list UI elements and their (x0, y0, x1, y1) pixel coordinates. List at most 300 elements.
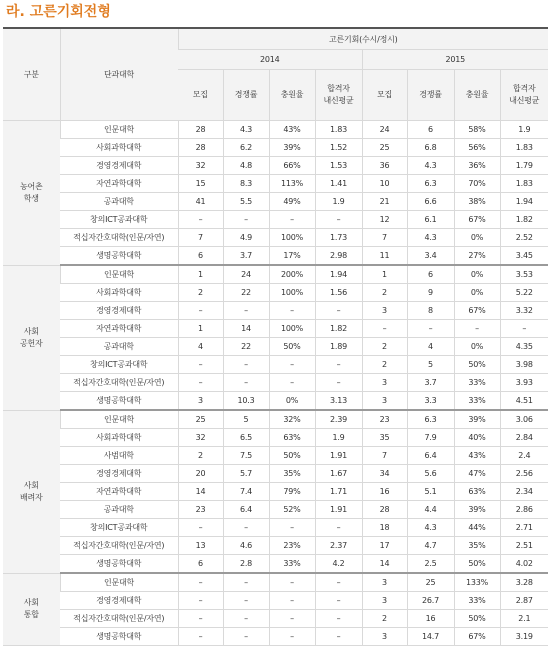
value-cell: – (315, 592, 362, 610)
value-cell: 58% (454, 121, 500, 139)
value-cell: 18 (362, 519, 407, 537)
header-dept: 단과대학 (60, 28, 178, 121)
value-cell: 41 (178, 193, 223, 211)
value-cell: – (269, 374, 315, 392)
value-cell: 4.51 (500, 392, 548, 411)
value-cell: 6.1 (407, 211, 454, 229)
value-cell: – (315, 374, 362, 392)
group-label (3, 265, 60, 410)
value-cell: 16 (407, 610, 454, 628)
value-cell: 10.3 (223, 392, 269, 411)
dept-cell: 인문대학 (60, 410, 178, 429)
header-metric-recruit: 모집 (362, 70, 407, 121)
value-cell: 0% (454, 284, 500, 302)
value-cell: 1.73 (315, 229, 362, 247)
value-cell: 0% (269, 392, 315, 411)
value-cell: 40% (454, 429, 500, 447)
value-cell: 33% (454, 392, 500, 411)
dept-cell: 생명공학대학 (60, 247, 178, 266)
value-cell: 3.32 (500, 302, 548, 320)
value-cell: 2.84 (500, 429, 548, 447)
value-cell: 5.7 (223, 465, 269, 483)
table-row (3, 501, 548, 519)
value-cell: 10 (362, 175, 407, 193)
group-label (3, 573, 60, 646)
value-cell: 100% (269, 229, 315, 247)
value-cell: 43% (454, 447, 500, 465)
dept-cell: 적십자간호대학(인문/자연) (60, 537, 178, 555)
value-cell: 6.8 (407, 139, 454, 157)
value-cell: 23 (362, 410, 407, 429)
value-cell: 9 (407, 284, 454, 302)
dept-cell: 창의ICT공과대학 (60, 211, 178, 229)
value-cell: 1.83 (315, 121, 362, 139)
header-metric-recruit: 모집 (178, 70, 223, 121)
value-cell: 6 (407, 265, 454, 284)
value-cell: 3 (362, 573, 407, 592)
value-cell: 4 (178, 338, 223, 356)
value-cell: 23 (178, 501, 223, 519)
value-cell: 3.28 (500, 573, 548, 592)
dept-cell: 적십자간호대학(인문/자연) (60, 374, 178, 392)
value-cell: 6.3 (407, 175, 454, 193)
value-cell: 25 (407, 573, 454, 592)
value-cell: 1.91 (315, 501, 362, 519)
value-cell: – (315, 211, 362, 229)
value-cell: 6 (178, 247, 223, 266)
value-cell: 2.51 (500, 537, 548, 555)
value-cell: 35% (454, 537, 500, 555)
value-cell: – (315, 628, 362, 646)
value-cell: 1.9 (315, 193, 362, 211)
value-cell: 23% (269, 537, 315, 555)
dept-cell: 사회과학대학 (60, 284, 178, 302)
header-metric-gpa-line2: 내신평균 (509, 96, 540, 105)
group-label-line: 농어촌 (19, 181, 43, 191)
value-cell: – (315, 573, 362, 592)
value-cell: 4.6 (223, 537, 269, 555)
value-cell: 7 (178, 229, 223, 247)
value-cell: 50% (269, 447, 315, 465)
value-cell: 113% (269, 175, 315, 193)
value-cell: 32% (269, 410, 315, 429)
value-cell: 3.93 (500, 374, 548, 392)
table-row (3, 193, 548, 211)
dept-cell: 창의ICT공과대학 (60, 356, 178, 374)
value-cell: 34 (362, 465, 407, 483)
value-cell: 3 (362, 374, 407, 392)
value-cell: 1 (178, 320, 223, 338)
value-cell: – (223, 519, 269, 537)
value-cell: – (269, 519, 315, 537)
value-cell: 4.9 (223, 229, 269, 247)
group-label-line: 공헌자 (19, 338, 43, 348)
table-row (3, 229, 548, 247)
table-row (3, 265, 548, 284)
table-row (3, 338, 548, 356)
value-cell: 2.86 (500, 501, 548, 519)
header-year-2015: 2015 (362, 50, 548, 70)
value-cell: – (269, 592, 315, 610)
value-cell: 6.4 (223, 501, 269, 519)
value-cell: – (178, 211, 223, 229)
value-cell: 22 (223, 284, 269, 302)
value-cell: 14.7 (407, 628, 454, 646)
header-metric-fill-rate: 충원율 (454, 70, 500, 121)
value-cell: 2 (178, 284, 223, 302)
value-cell: 32 (178, 429, 223, 447)
value-cell: – (315, 302, 362, 320)
value-cell: – (500, 320, 548, 338)
value-cell: – (315, 610, 362, 628)
value-cell: 8 (407, 302, 454, 320)
value-cell: – (178, 592, 223, 610)
table-row (3, 320, 548, 338)
value-cell: 3.7 (223, 247, 269, 266)
table-row (3, 392, 548, 411)
value-cell: 67% (454, 302, 500, 320)
value-cell: 100% (269, 284, 315, 302)
value-cell: 22 (223, 338, 269, 356)
table-row (3, 356, 548, 374)
value-cell: 1.79 (500, 157, 548, 175)
page-title: 라. 고른기회전형 (6, 4, 111, 20)
group-label-line: 사회 (23, 598, 39, 608)
value-cell: – (269, 628, 315, 646)
value-cell: 5.1 (407, 483, 454, 501)
value-cell: 5 (407, 356, 454, 374)
value-cell: – (269, 610, 315, 628)
value-cell: 1 (178, 265, 223, 284)
value-cell: 5.5 (223, 193, 269, 211)
value-cell: 1.91 (315, 447, 362, 465)
dept-cell: 사회과학대학 (60, 139, 178, 157)
group-label-line: 사회 (23, 480, 39, 490)
group-label-line: 배려자 (19, 492, 43, 502)
value-cell: 5.22 (500, 284, 548, 302)
value-cell: 2 (362, 338, 407, 356)
dept-cell: 인문대학 (60, 121, 178, 139)
value-cell: 17 (362, 537, 407, 555)
value-cell: 3.45 (500, 247, 548, 266)
value-cell: – (178, 374, 223, 392)
value-cell: 32 (178, 157, 223, 175)
value-cell: 4.02 (500, 555, 548, 574)
value-cell: 5 (223, 410, 269, 429)
value-cell: 3.7 (407, 374, 454, 392)
value-cell: – (223, 211, 269, 229)
value-cell: – (269, 211, 315, 229)
table-row (3, 628, 548, 646)
table-row (3, 374, 548, 392)
table-row (3, 555, 548, 574)
dept-cell: 공과대학 (60, 501, 178, 519)
value-cell: – (223, 592, 269, 610)
table-row (3, 610, 548, 628)
dept-cell: 자연과학대학 (60, 483, 178, 501)
table-row (3, 139, 548, 157)
value-cell: 1.89 (315, 338, 362, 356)
value-cell: 4.4 (407, 501, 454, 519)
value-cell: – (223, 628, 269, 646)
table-row (3, 447, 548, 465)
table-row (3, 247, 548, 266)
value-cell: 3 (362, 592, 407, 610)
value-cell: 1 (362, 265, 407, 284)
value-cell: 24 (223, 265, 269, 284)
value-cell: 66% (269, 157, 315, 175)
value-cell: 63% (454, 483, 500, 501)
dept-cell: 인문대학 (60, 573, 178, 592)
value-cell: 38% (454, 193, 500, 211)
value-cell: – (269, 573, 315, 592)
value-cell: – (269, 356, 315, 374)
table-row (3, 121, 548, 139)
value-cell: 4.3 (407, 157, 454, 175)
header-metric-gpa-line1: 합격자 (512, 84, 536, 93)
value-cell: 79% (269, 483, 315, 501)
value-cell: 36 (362, 157, 407, 175)
dept-cell: 생명공학대학 (60, 392, 178, 411)
value-cell: 13 (178, 537, 223, 555)
value-cell: 3 (362, 302, 407, 320)
value-cell: 100% (269, 320, 315, 338)
table-row (3, 429, 548, 447)
value-cell: 28 (362, 501, 407, 519)
value-cell: 28 (178, 121, 223, 139)
value-cell: 4 (407, 338, 454, 356)
value-cell: 0% (454, 265, 500, 284)
value-cell: 3.98 (500, 356, 548, 374)
value-cell: 36% (454, 157, 500, 175)
value-cell: 4.8 (223, 157, 269, 175)
header-metric-competition: 경쟁률 (407, 70, 454, 121)
value-cell: 1.52 (315, 139, 362, 157)
value-cell: 50% (269, 338, 315, 356)
header-metric-gpa (500, 70, 548, 121)
value-cell: 17% (269, 247, 315, 266)
group-label-line: 통합 (23, 610, 39, 620)
value-cell: 1.94 (315, 265, 362, 284)
value-cell: – (362, 320, 407, 338)
value-cell: 2.56 (500, 465, 548, 483)
value-cell: 4.35 (500, 338, 548, 356)
value-cell: 4.7 (407, 537, 454, 555)
value-cell: 33% (454, 592, 500, 610)
value-cell: 11 (362, 247, 407, 266)
value-cell: 6.4 (407, 447, 454, 465)
value-cell: 2.37 (315, 537, 362, 555)
value-cell: 0% (454, 229, 500, 247)
value-cell: 1.94 (500, 193, 548, 211)
value-cell: 24 (362, 121, 407, 139)
value-cell: 1.83 (500, 139, 548, 157)
header-year-2014: 2014 (178, 50, 362, 70)
value-cell: 20 (178, 465, 223, 483)
value-cell: – (223, 302, 269, 320)
value-cell: 1.41 (315, 175, 362, 193)
value-cell: 2.52 (500, 229, 548, 247)
value-cell: 3.4 (407, 247, 454, 266)
value-cell: 0% (454, 338, 500, 356)
group-label-line: 사회 (23, 326, 39, 336)
value-cell: 2.4 (500, 447, 548, 465)
value-cell: 1.67 (315, 465, 362, 483)
value-cell: 67% (454, 628, 500, 646)
group-label (3, 121, 60, 266)
header-super: 고른기회(수시/정시) (178, 28, 548, 50)
value-cell: 3.13 (315, 392, 362, 411)
value-cell: 1.83 (500, 175, 548, 193)
value-cell: 6.2 (223, 139, 269, 157)
dept-cell: 적십자간호대학(인문/자연) (60, 610, 178, 628)
dept-cell: 사범대학 (60, 447, 178, 465)
table-row (3, 465, 548, 483)
header-metric-competition: 경쟁률 (223, 70, 269, 121)
dept-cell: 생명공학대학 (60, 555, 178, 574)
value-cell: 2 (362, 356, 407, 374)
value-cell: 3.3 (407, 392, 454, 411)
value-cell: 15 (178, 175, 223, 193)
dept-cell: 경영경제대학 (60, 302, 178, 320)
value-cell: – (269, 302, 315, 320)
group-label-line: 학생 (23, 193, 39, 203)
value-cell: 14 (178, 483, 223, 501)
value-cell: 4.3 (223, 121, 269, 139)
value-cell: 28 (178, 139, 223, 157)
value-cell: 70% (454, 175, 500, 193)
value-cell: 6.6 (407, 193, 454, 211)
table-row (3, 410, 548, 429)
value-cell: 63% (269, 429, 315, 447)
table-row (3, 483, 548, 501)
value-cell: – (223, 573, 269, 592)
value-cell: 7.4 (223, 483, 269, 501)
dept-cell: 경영경제대학 (60, 592, 178, 610)
value-cell: 39% (269, 139, 315, 157)
value-cell: 200% (269, 265, 315, 284)
value-cell: 39% (454, 501, 500, 519)
value-cell: 7 (362, 447, 407, 465)
value-cell: – (407, 320, 454, 338)
value-cell: 8.3 (223, 175, 269, 193)
value-cell: – (178, 519, 223, 537)
value-cell: 133% (454, 573, 500, 592)
group-label (3, 410, 60, 573)
value-cell: 7.9 (407, 429, 454, 447)
value-cell: 6 (178, 555, 223, 574)
value-cell: 5.6 (407, 465, 454, 483)
table-row (3, 573, 548, 592)
value-cell: 50% (454, 356, 500, 374)
table-row (3, 519, 548, 537)
value-cell: 2.98 (315, 247, 362, 266)
dept-cell: 자연과학대학 (60, 175, 178, 193)
dept-cell: 적십자간호대학(인문/자연) (60, 229, 178, 247)
table-body (3, 121, 548, 646)
value-cell: 3.19 (500, 628, 548, 646)
header-metric-gpa (315, 70, 362, 121)
value-cell: 2.87 (500, 592, 548, 610)
header-metric-gpa-line2: 내신평균 (323, 96, 354, 105)
value-cell: 2 (178, 447, 223, 465)
value-cell: – (178, 356, 223, 374)
value-cell: 3 (362, 628, 407, 646)
value-cell: – (178, 302, 223, 320)
dept-cell: 경영경제대학 (60, 157, 178, 175)
value-cell: 56% (454, 139, 500, 157)
value-cell: 33% (454, 374, 500, 392)
value-cell: 2.8 (223, 555, 269, 574)
value-cell: – (223, 610, 269, 628)
value-cell: 2 (362, 284, 407, 302)
value-cell: 26.7 (407, 592, 454, 610)
table-row (3, 211, 548, 229)
value-cell: 67% (454, 211, 500, 229)
value-cell: 49% (269, 193, 315, 211)
header-metric-gpa-line1: 합격자 (327, 84, 350, 93)
header-metric-fill-rate: 충원율 (269, 70, 315, 121)
value-cell: 7.5 (223, 447, 269, 465)
value-cell: 1.71 (315, 483, 362, 501)
value-cell: 2.1 (500, 610, 548, 628)
dept-cell: 생명공학대학 (60, 628, 178, 646)
value-cell: – (178, 610, 223, 628)
value-cell: – (315, 356, 362, 374)
header-group: 구분 (3, 28, 60, 121)
value-cell: – (223, 356, 269, 374)
value-cell: 12 (362, 211, 407, 229)
table-row (3, 592, 548, 610)
value-cell: 2.71 (500, 519, 548, 537)
dept-cell: 사회과학대학 (60, 429, 178, 447)
value-cell: 6.3 (407, 410, 454, 429)
value-cell: 35% (269, 465, 315, 483)
value-cell: 7 (362, 229, 407, 247)
value-cell: 25 (362, 139, 407, 157)
value-cell: 4.2 (315, 555, 362, 574)
value-cell: 3.53 (500, 265, 548, 284)
value-cell: 6.5 (223, 429, 269, 447)
dept-cell: 창의ICT공과대학 (60, 519, 178, 537)
table-row (3, 157, 548, 175)
value-cell: 1.9 (315, 429, 362, 447)
table-row (3, 302, 548, 320)
value-cell: 44% (454, 519, 500, 537)
value-cell: 4.3 (407, 519, 454, 537)
value-cell: 52% (269, 501, 315, 519)
value-cell: 3 (178, 392, 223, 411)
value-cell: – (178, 573, 223, 592)
value-cell: – (315, 519, 362, 537)
value-cell: 4.3 (407, 229, 454, 247)
table-row (3, 175, 548, 193)
value-cell: 27% (454, 247, 500, 266)
value-cell: – (223, 374, 269, 392)
value-cell: 25 (178, 410, 223, 429)
value-cell: 1.53 (315, 157, 362, 175)
value-cell: 47% (454, 465, 500, 483)
table-row (3, 537, 548, 555)
value-cell: 1.82 (315, 320, 362, 338)
value-cell: – (454, 320, 500, 338)
dept-cell: 공과대학 (60, 193, 178, 211)
value-cell: 2.5 (407, 555, 454, 574)
value-cell: 3.06 (500, 410, 548, 429)
dept-cell: 자연과학대학 (60, 320, 178, 338)
value-cell: – (178, 628, 223, 646)
value-cell: 16 (362, 483, 407, 501)
